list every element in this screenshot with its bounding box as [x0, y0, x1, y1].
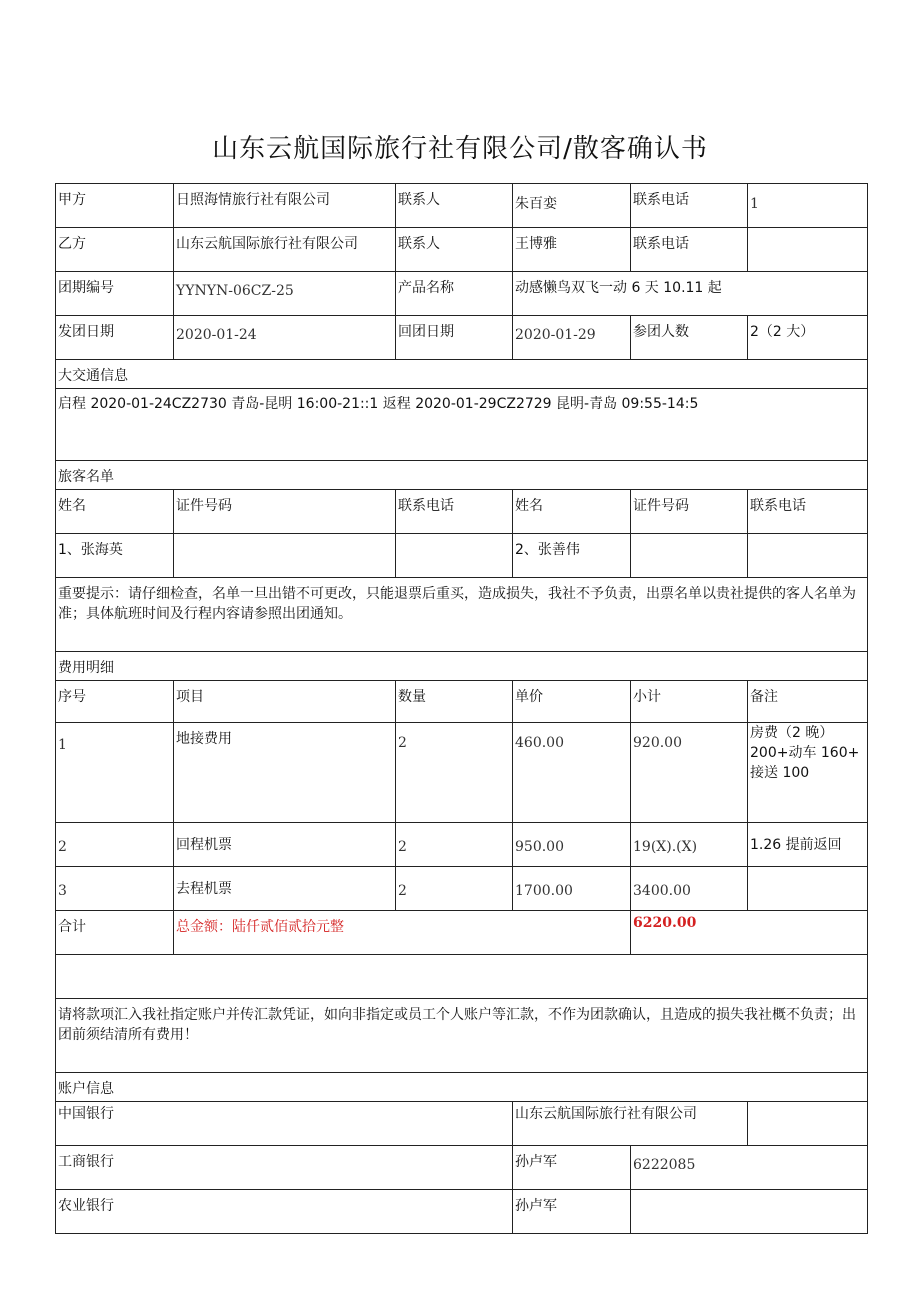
passenger-label: 旅客名单	[56, 461, 868, 490]
party-b-phone	[748, 228, 868, 272]
col-id-2: 证件号码	[631, 490, 748, 534]
fee-row-subtotal: 920.00	[631, 723, 748, 823]
group-code: YYNYN-06CZ-25	[174, 272, 396, 316]
col-id: 证件号码	[174, 490, 396, 534]
fee-row-no: 2	[56, 823, 174, 867]
fee-row-remark	[748, 867, 868, 911]
account-holder: 山东云航国际旅行社有限公司	[513, 1102, 748, 1146]
party-a-label: 甲方	[56, 184, 174, 228]
passenger-columns-row	[56, 490, 868, 534]
depart-date-label: 发团日期	[56, 316, 174, 360]
accounts-label: 账户信息	[56, 1073, 868, 1102]
passenger-2-id	[631, 534, 748, 578]
return-date-label: 回团日期	[396, 316, 513, 360]
fee-col-remark: 备注	[748, 681, 868, 723]
remark-line: 200+动车 160+	[750, 745, 860, 761]
passenger-1-name: 1、张海英	[56, 534, 174, 578]
fee-col-qty: 数量	[396, 681, 513, 723]
fee-col-price: 单价	[513, 681, 631, 723]
fee-row	[56, 723, 868, 823]
col-name-2: 姓名	[513, 490, 631, 534]
fee-row	[56, 823, 868, 867]
account-holder: 孙卢军	[513, 1190, 631, 1234]
total-label: 合计	[56, 911, 174, 955]
fee-row	[56, 867, 868, 911]
return-date: 2020-01-29	[513, 316, 631, 360]
fee-row-no: 1	[56, 723, 174, 823]
transport-label: 大交通信息	[56, 360, 868, 389]
people-count: 2（2 大）	[748, 316, 868, 360]
party-a-row	[56, 184, 868, 228]
party-b-label: 乙方	[56, 228, 174, 272]
party-a-contact-label: 联系人	[396, 184, 513, 228]
passenger-1-phone	[396, 534, 513, 578]
col-phone-2: 联系电话	[748, 490, 868, 534]
transport-detail-row	[56, 389, 868, 461]
fees-label: 费用明细	[56, 652, 868, 681]
dates-row	[56, 316, 868, 360]
product-name: 动感懒鸟双飞一动 6 天 10.11 起	[513, 272, 868, 316]
important-notice: 重要提示：请仔细检查，名单一旦出错不可更改，只能退票后重买，造成损失，我社不予负责，出票名单以贵社提供的客人名单为准；具体航班时间及行程内容请参照出团通知。	[56, 578, 868, 652]
passenger-1-id	[174, 534, 396, 578]
accounts-header-row	[56, 1073, 868, 1102]
party-b-row	[56, 228, 868, 272]
remark-line: 接送 100	[750, 765, 810, 781]
fee-row-subtotal: 3400.00	[631, 867, 748, 911]
group-code-label: 团期编号	[56, 272, 174, 316]
account-row	[56, 1102, 868, 1146]
passenger-header-row	[56, 461, 868, 490]
passenger-2-phone	[748, 534, 868, 578]
party-a-phone: 1	[748, 184, 868, 228]
payment-note: 请将款项汇入我社指定账户并传汇款凭证，如向非指定或员工个人账户等汇款，不作为团款确认，且造成的损失我社概不负责；出团前须结清所有费用！	[56, 999, 868, 1073]
fee-row-qty: 2	[396, 723, 513, 823]
depart-date: 2020-01-24	[174, 316, 396, 360]
fee-row-qty: 2	[396, 823, 513, 867]
col-name: 姓名	[56, 490, 174, 534]
group-row	[56, 272, 868, 316]
notice-row	[56, 578, 868, 652]
remark-line: 房费（2 晚）	[750, 725, 834, 741]
fee-col-item: 项目	[174, 681, 396, 723]
party-b-contact: 王博雅	[513, 228, 631, 272]
people-label: 参团人数	[631, 316, 748, 360]
passenger-2-name: 2、张善伟	[513, 534, 631, 578]
fee-col-no: 序号	[56, 681, 174, 723]
total-row	[56, 911, 868, 955]
fee-row-subtotal: 19(X).(X)	[631, 823, 748, 867]
transport-header-row	[56, 360, 868, 389]
account-bank: 农业银行	[56, 1190, 513, 1234]
fee-row-no: 3	[56, 867, 174, 911]
account-bank: 工商银行	[56, 1146, 513, 1190]
document-title: 山东云航国际旅行社有限公司/散客确认书	[212, 134, 708, 164]
transport-detail: 启程 2020-01-24CZ2730 青岛-昆明 16:00-21::1 返程 2020-01-29CZ2729 昆明-青岛 09:55-14:5	[56, 389, 868, 461]
fee-row-item: 回程机票	[174, 823, 396, 867]
fee-row-price: 950.00	[513, 823, 631, 867]
party-b-name: 山东云航国际旅行社有限公司	[174, 228, 396, 272]
total-in-words: 总金额：陆仟贰佰贰拾元整	[174, 911, 631, 955]
fee-row-qty: 2	[396, 867, 513, 911]
party-a-contact: 朱百娈	[513, 184, 631, 228]
account-holder: 孙卢军	[513, 1146, 631, 1190]
party-b-contact-label: 联系人	[396, 228, 513, 272]
product-label: 产品名称	[396, 272, 513, 316]
total-amount: 6220.00	[631, 911, 868, 955]
fee-row-item: 地接费用	[174, 723, 396, 823]
party-a-phone-label: 联系电话	[631, 184, 748, 228]
col-phone: 联系电话	[396, 490, 513, 534]
party-a-name: 日照海情旅行社有限公司	[174, 184, 396, 228]
blank-cell	[56, 955, 868, 999]
fees-columns-row	[56, 681, 868, 723]
fee-row-remark	[748, 723, 868, 823]
account-row	[56, 1146, 868, 1190]
payment-note-row	[56, 999, 868, 1073]
passenger-row	[56, 534, 868, 578]
fee-col-subtotal: 小计	[631, 681, 748, 723]
account-number	[748, 1102, 868, 1146]
fee-row-item: 去程机票	[174, 867, 396, 911]
party-b-phone-label: 联系电话	[631, 228, 748, 272]
fee-row-price: 1700.00	[513, 867, 631, 911]
fee-row-price: 460.00	[513, 723, 631, 823]
fees-header-row	[56, 652, 868, 681]
blank-row	[56, 955, 868, 999]
account-number	[631, 1190, 868, 1234]
account-bank: 中国银行	[56, 1102, 513, 1146]
account-row	[56, 1190, 868, 1234]
confirmation-form	[55, 183, 868, 1234]
account-number: 6222085	[631, 1146, 868, 1190]
fee-row-remark: 1.26 提前返回	[748, 823, 868, 867]
